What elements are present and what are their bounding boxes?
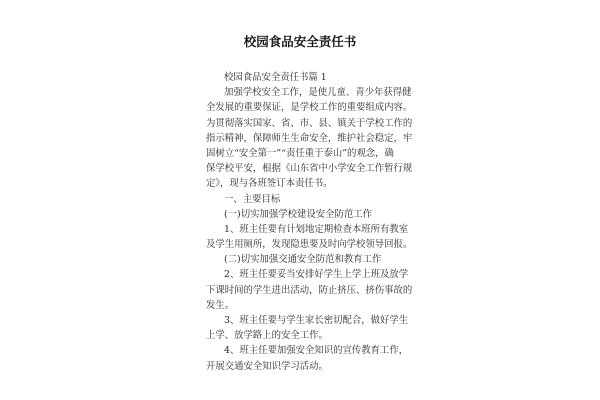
subsection-heading: (二)切实加强交通安全防范和教育工作 bbox=[224, 254, 382, 266]
paragraph-line: 全发展的重要保证，是学校工作的重要组成内容。 bbox=[206, 102, 413, 114]
paragraph-line: 加强学校安全工作，是使儿童、青少年获得健 bbox=[224, 87, 412, 99]
document-body bbox=[206, 70, 416, 374]
paragraph-line: 3、班主任要与学生家长密切配合，做好学生 bbox=[224, 315, 409, 326]
section-heading: 校园食品安全责任书篇 1 bbox=[224, 72, 327, 83]
paragraph-line: 开展交通安全知识学习活动。 bbox=[206, 360, 328, 372]
subsection-heading: (一)切实加强学校建设安全防范工作 bbox=[224, 208, 372, 220]
paragraph-line: 下课时间的学生进出活动，防止挤压、挤伤事故的 bbox=[206, 284, 413, 296]
paragraph-line: 为贯彻落实国家、省、市、县、镇关于学校工作的 bbox=[206, 117, 413, 129]
paragraph-line: 上学、放学路上的安全工作。 bbox=[206, 330, 328, 342]
paragraph-line: 定》，现与各班签订本责任书。 bbox=[206, 178, 333, 190]
paragraph-line: 1、班主任要有计划地定期检查本班所有教室 bbox=[224, 223, 409, 235]
paragraph-line: 固树立“安全第一”“责任重于泰山”的观念，确 bbox=[206, 147, 394, 159]
paragraph-line: 发生。 bbox=[206, 299, 235, 311]
paragraph-line: 4、班主任要加强安全知识的宣传教育工作， bbox=[224, 345, 409, 357]
paragraph-line: 及学生用厕所，发现隐患要及时向学校领导回报。 bbox=[206, 239, 413, 251]
paragraph-line: 保学校平安，根据《山东省中小学安全工作暂行规 bbox=[206, 163, 413, 175]
document-title: 校园食品安全责任书 bbox=[243, 34, 357, 49]
section-heading: 一、主要目标 bbox=[224, 193, 281, 205]
paragraph-line: 指示精神，保障师生生命安全，维护社会稳定，牢 bbox=[206, 132, 413, 144]
paragraph-line: 2、班主任要妥当安排好学生上学上班及放学 bbox=[224, 269, 409, 281]
